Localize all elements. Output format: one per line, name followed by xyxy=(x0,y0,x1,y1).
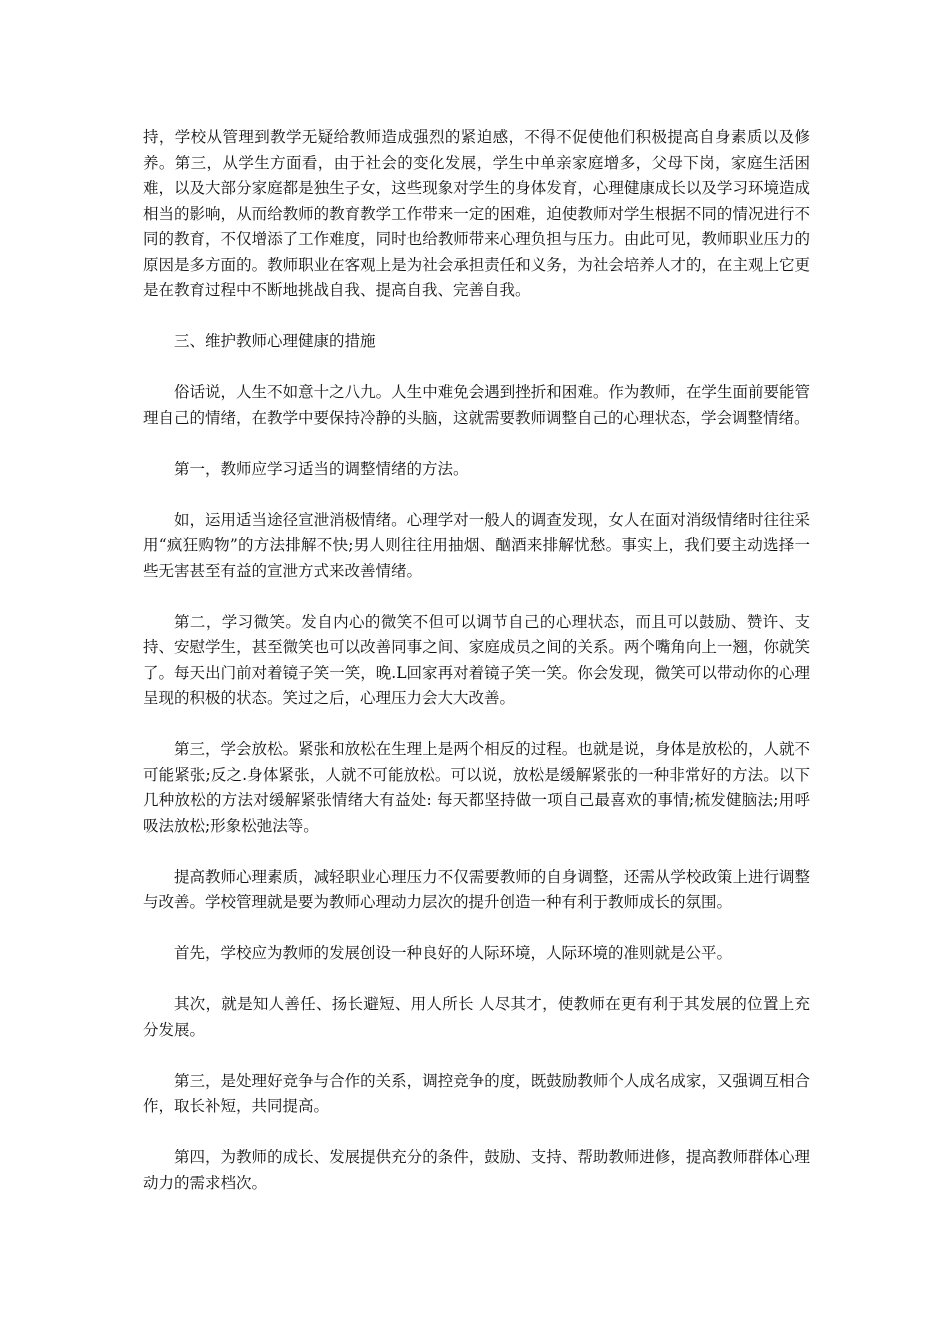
paragraph-continuation: 持，学校从管理到教学无疑给教师造成强烈的紧迫感，不得不促使他们积极提高自身素质以及修养。第三，从学生方面看，由于社会的变化发展，学生中单亲家庭增多，父母下岗，家庭生活困难，以及大部分家庭都是独生子女，这些现象对学生的身体发育，心理健康成长以及学习环境造成相当的影响，从而给教师的教育教学工作带来一定的困难，迫使教师对学生根据不同的情况进行不同的教育，不仅增添了工作难度，同时也给教师带来心理负担与压力。由此可见，教师职业压力的原因是多方面的。教师职业在客观上是为社会承担责任和义务，为社会培养人才的，在主观上它更是在教育过程中不断地挑战自我、提高自我、完善自我。 xyxy=(143,128,810,299)
paragraph: 提高教师心理素质，减轻职业心理压力不仅需要教师的自身调整，还需从学校政策上进行调整与改善。学校管理就是要为教师心理动力层次的提升创造一种有利于教师成长的氛围。 xyxy=(143,867,810,911)
paragraph: 第二，学习微笑。发自内心的微笑不但可以调节自己的心理状态，而且可以鼓励、赞许、支持、安慰学生，甚至微笑也可以改善同事之间、家庭成员之间的关系。两个嘴角向上一翘，你就笑了。每天出门前对着镜子笑一笑，晚.L回家再对着镜子笑一笑。你会发现，微笑可以带动你的心理呈现的积极的状态。笑过之后，心理压力会大大改善。 xyxy=(143,612,810,707)
section-heading: 三、维护教师心理健康的措施 xyxy=(174,332,376,350)
paragraph: 第四，为教师的成长、发展提供充分的条件，鼓励、支持、帮助教师进修，提高教师群体心理动力的需求档次。 xyxy=(143,1148,810,1192)
paragraph: 第三，学会放松。紧张和放松在生理上是两个相反的过程。也就是说，身体是放松的，人就不可能紧张;反之.身体紧张，人就不可能放松。可以说，放松是缓解紧张的一种非常好的方法。以下几种放松的方法对缓解紧张情绪大有益处: 每天都坚持做一项自己最喜欢的事情;梳发健脑法;用呼吸法放松;形象松弛法等。 xyxy=(143,740,810,835)
paragraph: 俗话说，人生不如意十之八九。人生中难免会遇到挫折和困难。作为教师，在学生面前要能管理自己的情绪，在教学中要保持冷静的头脑，这就需要教师调整自己的心理状态，学会调整情绪。 xyxy=(143,383,810,427)
document-body xyxy=(143,125,810,1222)
paragraph: 第一，教师应学习适当的调整情绪的方法。 xyxy=(174,459,469,478)
paragraph: 其次，就是知人善任、扬长避短、用人所长 人尽其才，使教师在更有利于其发展的位置上充分发展。 xyxy=(143,995,810,1039)
paragraph: 第三，是处理好竞争与合作的关系，调控竞争的度，既鼓励教师个人成名成家，又强调互相合作，取长补短，共同提高。 xyxy=(143,1071,810,1115)
paragraph: 如，运用适当途径宣泄消极情绪。心理学对一般人的调查发现，女人在面对消级情绪时往往采用“疯狂购物”的方法排解不快;男人则往往用抽烟、酗酒来排解忧愁。事实上，我们要主动选择一些无害甚至有益的宣泄方式来改善情绪。 xyxy=(143,510,810,580)
paragraph: 首先，学校应为教师的发展创设一种良好的人际环境，人际环境的准则就是公平。 xyxy=(174,944,733,962)
